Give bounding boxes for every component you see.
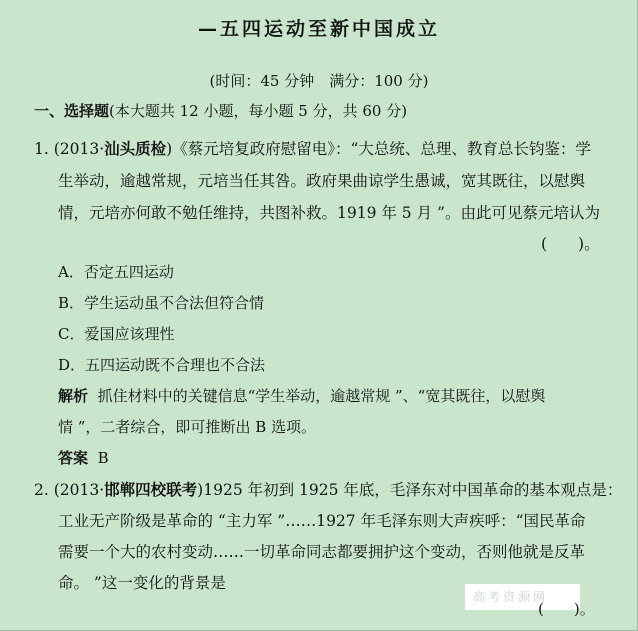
answer-value: B [97, 449, 109, 467]
q2-line-1 [34, 478, 622, 500]
answer-label: 答案 [58, 449, 89, 467]
section-heading [34, 100, 407, 121]
time-info: (时间：45 分钟 满分：100 分) [209, 72, 429, 90]
q1-text-1: 《蔡元培复政府慰留电》：“大总统、总理、教育总长钧鉴：学 [172, 140, 591, 158]
section-label: 一、选择题 [34, 102, 110, 120]
q2-text-1: 1925 年初到 1925 年底，毛泽东对中国革命的基本观点是： [203, 481, 623, 499]
q2-answer-bracket: ( )。 [538, 600, 595, 618]
q2-source: (2013·邯郸四校联考) [53, 480, 204, 499]
q1-analysis-line-1 [58, 385, 545, 406]
q1-line-1 [34, 137, 591, 159]
q2-line-3: 需要一个大的农村变动……一切革命同志都要拥护这个变动，否则他就是反革 [58, 543, 586, 561]
q2-line-2: 工业无产阶级是革命的 “主力军 ”……1927 年毛泽东则大声疾呼：“国民革命 [58, 512, 586, 530]
q1-option-d: D．五四运动既不合理也不合法 [58, 356, 266, 374]
document-title: —五四运动至新中国成立 [197, 18, 440, 40]
q1-option-c: C．爱国应该理性 [58, 325, 175, 343]
q1-number: 1. [34, 140, 49, 158]
watermark-stamp: 高考资源网 [465, 584, 580, 610]
section-desc: (本大题共 12 小题，每小题 5 分，共 60 分) [109, 102, 408, 120]
q1-analysis-line-2: 情 ”，二者综合，即可推断出 B 选项。 [58, 418, 316, 436]
q1-option-a: A．否定五四运动 [58, 263, 174, 281]
analysis-label: 解析 [58, 387, 89, 405]
q1-option-b: B．学生运动虽不合法但符合情 [58, 294, 265, 312]
q1-answer-bracket: ( )。 [541, 235, 600, 253]
q1-answer [58, 447, 109, 468]
q1-source: (2013·汕头质检) [53, 139, 173, 158]
q2-line-4: 命。 ”这一变化的背景是 [58, 574, 226, 592]
q1-line-3: 情，元培亦何敢不勉任维持，共图补救。1919 年 5 月 ”。由此可见蔡元培认为 [58, 204, 600, 222]
q2-number: 2. [34, 481, 49, 499]
q1-line-2: 生举动，逾越常规，元培当任其咎。政府果曲谅学生愚诚，宽其既往，以慰舆 [58, 172, 586, 190]
analysis-text-1: 抓住材料中的关键信息“学生举动，逾越常规 ”、“宽其既往，以慰舆 [97, 387, 546, 405]
